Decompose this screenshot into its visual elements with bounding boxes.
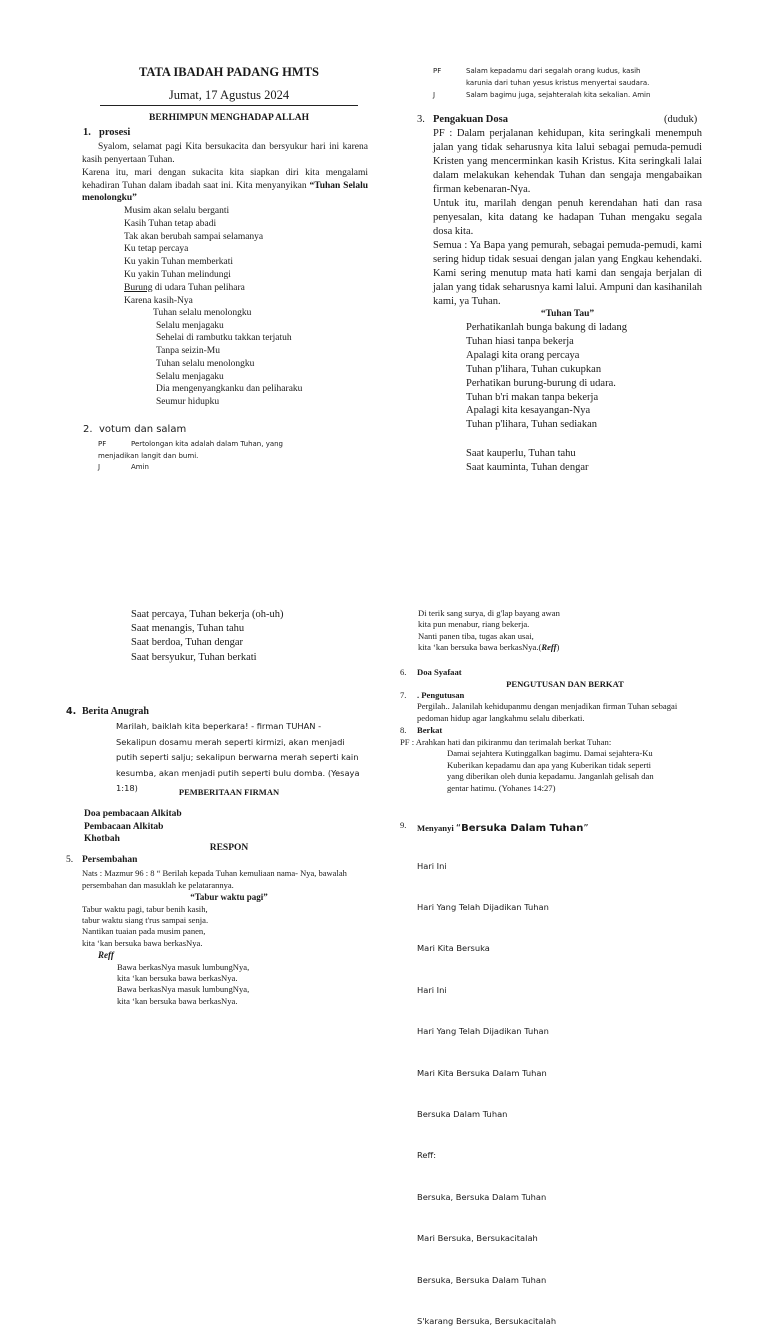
reff-line: kita ‘kan bersuka bawa berkasNya. bbox=[117, 995, 238, 1006]
section-4-number: 4. bbox=[66, 706, 77, 717]
verse-line: Saat menangis, Tuhan tahu bbox=[131, 623, 245, 635]
song-reff-tabur bbox=[117, 962, 249, 1007]
salam-j-label: J bbox=[433, 91, 436, 99]
song-verse-tuhan-tau bbox=[466, 321, 627, 432]
page-title: TATA IBADAH PADANG HMTS bbox=[139, 65, 319, 79]
section-6-title: Doa Syafaat bbox=[417, 667, 462, 677]
section-1-title: prosesi bbox=[99, 127, 131, 138]
section-7-number: 7. bbox=[400, 690, 407, 700]
confession-prayer: Semua : Ya Bapa yang pemurah, sebagai pemuda-pemudi, kami sering hidup tidak sesuai dengan jalan yang Engkau kehendaki. Kami sering menutup mata hati kami dan sengaja berjalan di jalan yang tidak seharusnya kami lalui. Ampuni dan kasihanilah kami, ya Tuhan. bbox=[433, 240, 702, 307]
verse-line: Ku yakin Tuhan memberkati bbox=[124, 257, 233, 268]
verse-word-burung: Burung bbox=[124, 282, 153, 293]
salam-pf-text: Salam kepadamu dari segalah orang kudus, kasih bbox=[466, 67, 641, 75]
votum-pf-text: Pertolongan kita adalah dalam Tuhan, yang bbox=[131, 440, 284, 448]
votum-pf-text-cont: menjadikan langit dan bumi. bbox=[98, 452, 199, 460]
section-3-posture-note: (duduk) bbox=[664, 114, 698, 125]
verse-line: tabur waktu siang t'rus sampai senja. bbox=[82, 915, 209, 926]
verse-line: Tuhan p'lihara, Tuhan sediakan bbox=[466, 419, 597, 431]
section-1-number: 1. bbox=[83, 127, 91, 138]
title-divider bbox=[100, 105, 358, 106]
salam-pf-label: PF bbox=[433, 67, 442, 75]
votum-j-label: J bbox=[98, 463, 101, 471]
section-9-open-quote: “ bbox=[455, 823, 462, 834]
song-line: Mari Kita Bersuka bbox=[417, 943, 490, 954]
chorus-line: Sehelai di rambutku takkan terjatuh bbox=[156, 333, 292, 344]
verse-line: Ku yakin Tuhan melindungi bbox=[124, 269, 231, 280]
song-line: Mari Bersuka, Bersukacitalah bbox=[417, 1233, 538, 1244]
verse-line: Musim akan selalu berganti bbox=[124, 206, 230, 216]
section-9-number: 9. bbox=[400, 820, 407, 830]
section-8-title: Berkat bbox=[417, 725, 443, 735]
section-heading-berhimpun: BERHIMPUN MENGHADAP ALLAH bbox=[149, 113, 309, 123]
song-line: Hari Yang Telah Dijadikan Tuhan bbox=[417, 1026, 549, 1037]
blessing-line: Damai sejahtera Kutinggalkan bagimu. Damai sejahtera-Ku bbox=[447, 748, 653, 758]
verse-line: Tak akan berubah sampai selamanya bbox=[124, 231, 264, 242]
section-2-number: 2. bbox=[83, 424, 93, 435]
confession-pf-text: PF : Dalam perjalanan kehidupan, kita seringkali menempuh jalan yang tidak seharusnya kita lalui sebagai pemuda-pemudi Kristen yang mencerminkan kasih Kristus. Kita seringkali lalai dalam melakukan kehendak Tuhan dan sengaja mengabaikan firman kebenaran-Nya. bbox=[433, 128, 702, 195]
verse-line bbox=[418, 642, 560, 653]
chorus-line: Dia mengenyangkanku dan peliharaku bbox=[156, 384, 303, 395]
verse-line: kita ‘kan bersuka bawa berkasNya. bbox=[82, 937, 203, 948]
song-verse-tuhan-tau-3 bbox=[131, 608, 284, 665]
song-verse-tabur bbox=[82, 904, 208, 949]
section-7-title: . Pengutusan bbox=[417, 690, 465, 700]
section-heading-berkat: PENGUTUSAN DAN BERKAT bbox=[506, 679, 624, 689]
verse-rest: di udara Tuhan pelihara bbox=[152, 282, 245, 293]
verse-text: kita ‘kan bersuka bawa berkasNya.( bbox=[418, 641, 542, 652]
verse-text: ) bbox=[556, 641, 560, 652]
section-9-song-name: Bersuka Dalam Tuhan bbox=[461, 823, 584, 834]
song-line: Bersuka, Bersuka Dalam Tuhan bbox=[417, 1191, 547, 1202]
reff-line: kita ‘kan bersuka bawa berkasNya. bbox=[117, 973, 238, 984]
song-verse-tuhan-tau-2 bbox=[466, 447, 588, 475]
verse-line: Nantikan tuaian pada musim panen, bbox=[82, 926, 206, 937]
song-line: S'karang Bersuka, Bersukacitalah bbox=[417, 1315, 557, 1326]
invitation-text: Karena itu, mari dengan sukacita kita siapkan diri kita mengalami kehadiran Tuhan dalam ibadah saat ini. Kita menyanyikan bbox=[82, 168, 368, 191]
chorus-line: Seumur hidupku bbox=[156, 396, 220, 407]
confession-invitation: Untuk itu, marilah dengan penuh kerendahan hati dan rasa penyesalan, kita datang ke hadapan Tuhan mengaku segala dosa kita. bbox=[433, 198, 702, 237]
votum-j-text: Amin bbox=[131, 463, 149, 471]
firman-item-khotbah: Khotbah bbox=[84, 834, 120, 844]
verse-line: Saat kauminta, Tuhan dengar bbox=[466, 461, 589, 473]
verse-line: Tuhan b'ri makan tanpa bekerja bbox=[466, 391, 599, 403]
firman-item-doa: Doa pembacaan Alkitab bbox=[84, 809, 182, 819]
verse-line: Apalagi kita orang percaya bbox=[466, 349, 580, 361]
berkat-blessing bbox=[447, 748, 654, 794]
chorus-line: Tuhan selalu menolongku bbox=[153, 308, 252, 318]
salam-j-text: Salam bagimu juga, sejahteralah kita sekalian. Amin bbox=[466, 91, 651, 99]
verse-line: Perhatikanlah bunga bakung di ladang bbox=[466, 322, 627, 333]
section-3-title: Pengakuan Dosa bbox=[433, 114, 508, 125]
verse-line: Apalagi kita kesayangan-Nya bbox=[466, 405, 591, 417]
votum-pf-label: PF bbox=[98, 440, 107, 448]
song-verse-tuhan-selalu bbox=[124, 205, 263, 307]
invitation-song-title: “Tuhan Selalu menolongku” bbox=[82, 180, 368, 204]
chorus-line: Selalu menjagaku bbox=[156, 320, 224, 331]
pengutusan-text: Pergilah.. Jalanilah kehidupanmu dengan menjadikan firman Tuhan sebagai pedoman hidup agar langkahmu selalu diberkati. bbox=[417, 701, 678, 723]
section-9-title-prefix: Menyanyi bbox=[417, 823, 456, 833]
blessing-line: yang diberikan oleh dunia kepadamu. Janganlah gelisah dan bbox=[447, 771, 654, 781]
berita-anugrah-text: Marilah, baiklah kita beperkara! - firman TUHAN - Sekalipun dosamu merah seperti kirmizi, akan menjadi putih seperti salju; sekalipun berwarna merah seperti kain kesumba, akan menjadi putih seperti bulu domba. (Yesaya 1:18) bbox=[116, 721, 360, 793]
song-chorus-tuhan-selalu bbox=[153, 307, 302, 409]
song-line: Bersuka, Bersuka Dalam Tuhan bbox=[417, 1274, 547, 1285]
section-5-title: Persembahan bbox=[82, 855, 138, 865]
song-line: Reff: bbox=[417, 1150, 437, 1161]
section-3-number: 3. bbox=[417, 114, 425, 125]
section-2-title: votum dan salam bbox=[99, 424, 187, 435]
reff-line: Bawa berkasNya masuk lumbungNya, bbox=[117, 962, 250, 972]
chorus-line: Selalu menjagaku bbox=[156, 371, 224, 382]
section-5-number: 5. bbox=[66, 855, 74, 865]
section-4-title: Berita Anugrah bbox=[82, 706, 149, 717]
song-title-tuhan-tau: “Tuhan Tau” bbox=[540, 309, 595, 319]
song-line: Mari Kita Bersuka Dalam Tuhan bbox=[417, 1067, 547, 1078]
verse-line: Saat percaya, Tuhan bekerja (oh-uh) bbox=[131, 609, 284, 620]
verse-line: Nanti panen tiba, tugas akan usai, bbox=[418, 630, 534, 641]
section-8-number: 8. bbox=[400, 725, 407, 735]
song-title-tabur: “Tabur waktu pagi” bbox=[190, 892, 268, 902]
verse-line bbox=[124, 282, 263, 295]
verse-line: Tuhan hiasi tanpa bekerja bbox=[466, 335, 574, 347]
verse-line: Saat kauperlu, Tuhan tahu bbox=[466, 448, 576, 459]
section-1-welcome: Syalom, selamat pagi Kita bersukacita dan bersyukur hari ini karena kasih penyertaan Tuhan. bbox=[82, 142, 368, 165]
blessing-line: gentar hatimu. (Yohanes 14:27) bbox=[447, 782, 556, 793]
section-heading-firman: PEMBERITAAN FIRMAN bbox=[178, 787, 280, 797]
song-line: Bersuka Dalam Tuhan bbox=[417, 1108, 508, 1119]
song-line: Hari Ini bbox=[417, 984, 447, 995]
persembahan-nats: Nats : Mazmur 96 : 8 “ Berilah kepada Tuhan kemuliaan nama- Nya, bawalah persembahan dan masuklah ke pelatarannya. bbox=[82, 868, 347, 890]
song-reff-label: Reff bbox=[98, 950, 114, 960]
chorus-line: Tuhan selalu menolongku bbox=[156, 358, 255, 369]
verse-line: Kasih Tuhan tetap abadi bbox=[124, 218, 217, 229]
berkat-pf-text: PF : Arahkan hati dan pikiranmu dan terimalah berkat Tuhan: bbox=[400, 737, 612, 747]
firman-list bbox=[84, 808, 182, 846]
page-date: Jumat, 17 Agustus 2024 bbox=[168, 88, 290, 102]
verse-line: Saat bersyukur, Tuhan berkati bbox=[131, 651, 257, 663]
verse-line: kita pun menabur, riang bekerja. bbox=[418, 619, 530, 630]
section-6-number: 6. bbox=[400, 667, 407, 677]
reff-line: Bawa berkasNya masuk lumbungNya, bbox=[117, 984, 250, 995]
song-line: Hari Ini bbox=[417, 860, 447, 871]
verse-line: Ku tetap percaya bbox=[124, 244, 189, 255]
chorus-line: Tanpa seizin-Mu bbox=[156, 346, 220, 357]
song-line: Hari Yang Telah Dijadikan Tuhan bbox=[417, 901, 549, 912]
verse-line: Tabur waktu pagi, tabur benih kasih, bbox=[82, 904, 208, 914]
verse-line: Perhatikan burung-burung di udara. bbox=[466, 377, 616, 389]
blessing-line: Kuberikan kepadamu dan apa yang Kuberikan tidak seperti bbox=[447, 759, 652, 770]
firman-item-pembacaan: Pembacaan Alkitab bbox=[84, 821, 164, 832]
section-1-invitation bbox=[82, 167, 368, 205]
salam-pf-text-cont: karunia dari tuhan yesus kristus menyertai saudara. bbox=[466, 79, 650, 87]
section-9-close-quote: ” bbox=[583, 823, 589, 834]
song-bersuka bbox=[417, 832, 556, 1342]
verse-line: Karena kasih-Nya bbox=[124, 295, 193, 306]
verse-line: Tuhan p'lihara, Tuhan cukupkan bbox=[466, 363, 602, 375]
song-verse-tabur-2 bbox=[418, 608, 560, 653]
section-heading-respon: RESPON bbox=[209, 843, 249, 853]
verse-line: Di terik sang surya, di g'lap bayang awan bbox=[418, 608, 560, 618]
verse-line: Saat berdoa, Tuhan dengar bbox=[131, 637, 243, 649]
reff-marker: Reff bbox=[541, 641, 557, 652]
